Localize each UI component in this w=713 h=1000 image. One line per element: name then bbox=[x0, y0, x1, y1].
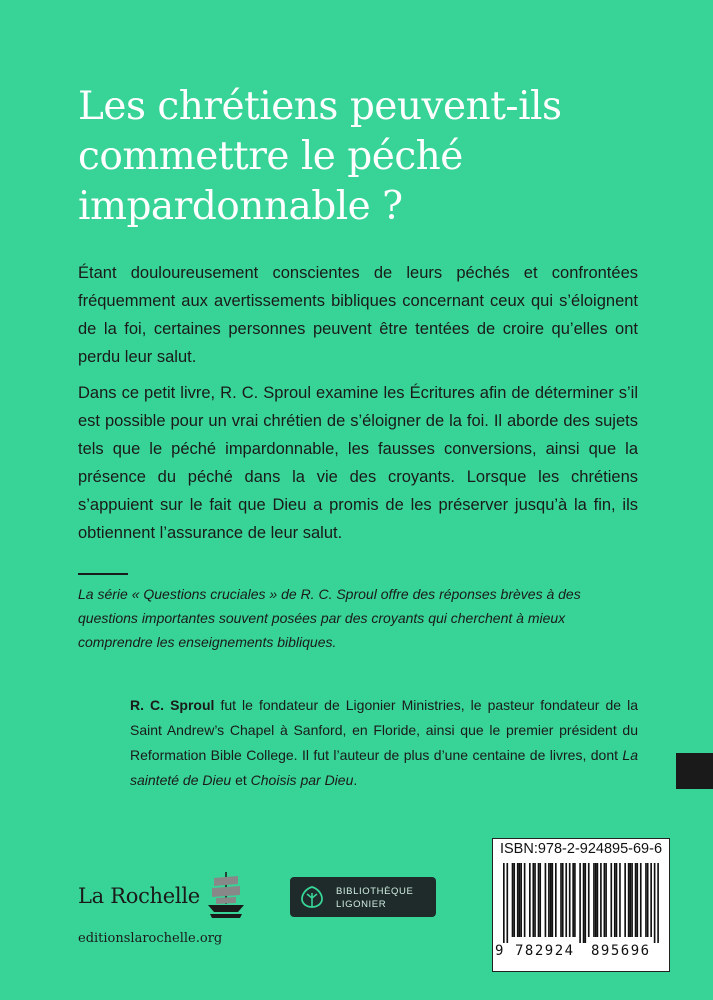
author-bio bbox=[130, 693, 638, 793]
title-line: impardonnable ? bbox=[78, 184, 403, 229]
ligonier-badge bbox=[290, 877, 436, 917]
bio-text: fut le fondateur de Ligonier Ministries, le pasteur fondateur de la Saint Andrew’s Chapel à Sanford, en Floride, ainsi que le premier président du Reformation Bible College. Il fut l’auteur de plus d’une centaine de livres, dont bbox=[130, 697, 638, 763]
imprint-line: LIGONIER bbox=[336, 899, 387, 910]
series-note: La série « Questions cruciales » de R. C. Sproul offre des réponses brèves à des questions importantes souvent posées par des croyants qui cherchent à mieux comprendre les enseignements bibliques. bbox=[78, 586, 581, 650]
isbn-barcode bbox=[492, 838, 670, 972]
barcode-digit-group: 782924 bbox=[515, 943, 575, 959]
description-paragraph: Dans ce petit livre, R. C. Sproul examine les Écritures afin de déterminer s’il est possible pour un vrai chrétien de s’éloigner de la foi. Il aborde des sujets tels que le péché impardonnable, les fausses conversions, ainsi que la présence du péché dans la vie des croyants. Lorsque les chrétiens s’appuient sur le fait que Dieu a promis de les préserver jusqu’à la fin, ils obtiennent l’assurance de leur salut. bbox=[78, 384, 638, 542]
author-name: R. C. Sproul bbox=[130, 697, 215, 713]
publisher-url: editionslarochelle.org bbox=[78, 931, 223, 946]
imprint-line: BIBLIOTHÈQUE bbox=[336, 886, 414, 897]
publisher-name: La Rochelle bbox=[78, 884, 200, 908]
seed-icon bbox=[299, 885, 325, 909]
intro-paragraph: Étant douloureusement conscientes de leurs péchés et confrontées fréquemment aux avertissements bibliques concernant ceux qui s’éloignent de la foi, certaines personnes peuvent être tentées de croire qu’elles ont perdu leur salut. bbox=[78, 264, 638, 366]
barcode-digit: 9 bbox=[495, 943, 504, 959]
book-title: Choisis par Dieu bbox=[250, 772, 354, 788]
barcode-bars bbox=[503, 863, 659, 943]
divider bbox=[78, 573, 128, 575]
edge-marker bbox=[676, 753, 713, 789]
barcode-digit-group: 895696 bbox=[591, 943, 651, 959]
title-line: commettre le péché bbox=[78, 134, 463, 179]
isbn-label: ISBN:978-2-924895-69-6 bbox=[499, 841, 663, 857]
bio-text: et bbox=[231, 772, 251, 788]
back-cover-title bbox=[78, 82, 678, 232]
ship-icon bbox=[206, 870, 246, 920]
bio-text: . bbox=[353, 772, 358, 788]
publisher-logo bbox=[78, 870, 258, 920]
title-line: Les chrétiens peuvent-ils bbox=[78, 84, 562, 129]
book-title: La sainteté de Dieu bbox=[130, 747, 638, 788]
